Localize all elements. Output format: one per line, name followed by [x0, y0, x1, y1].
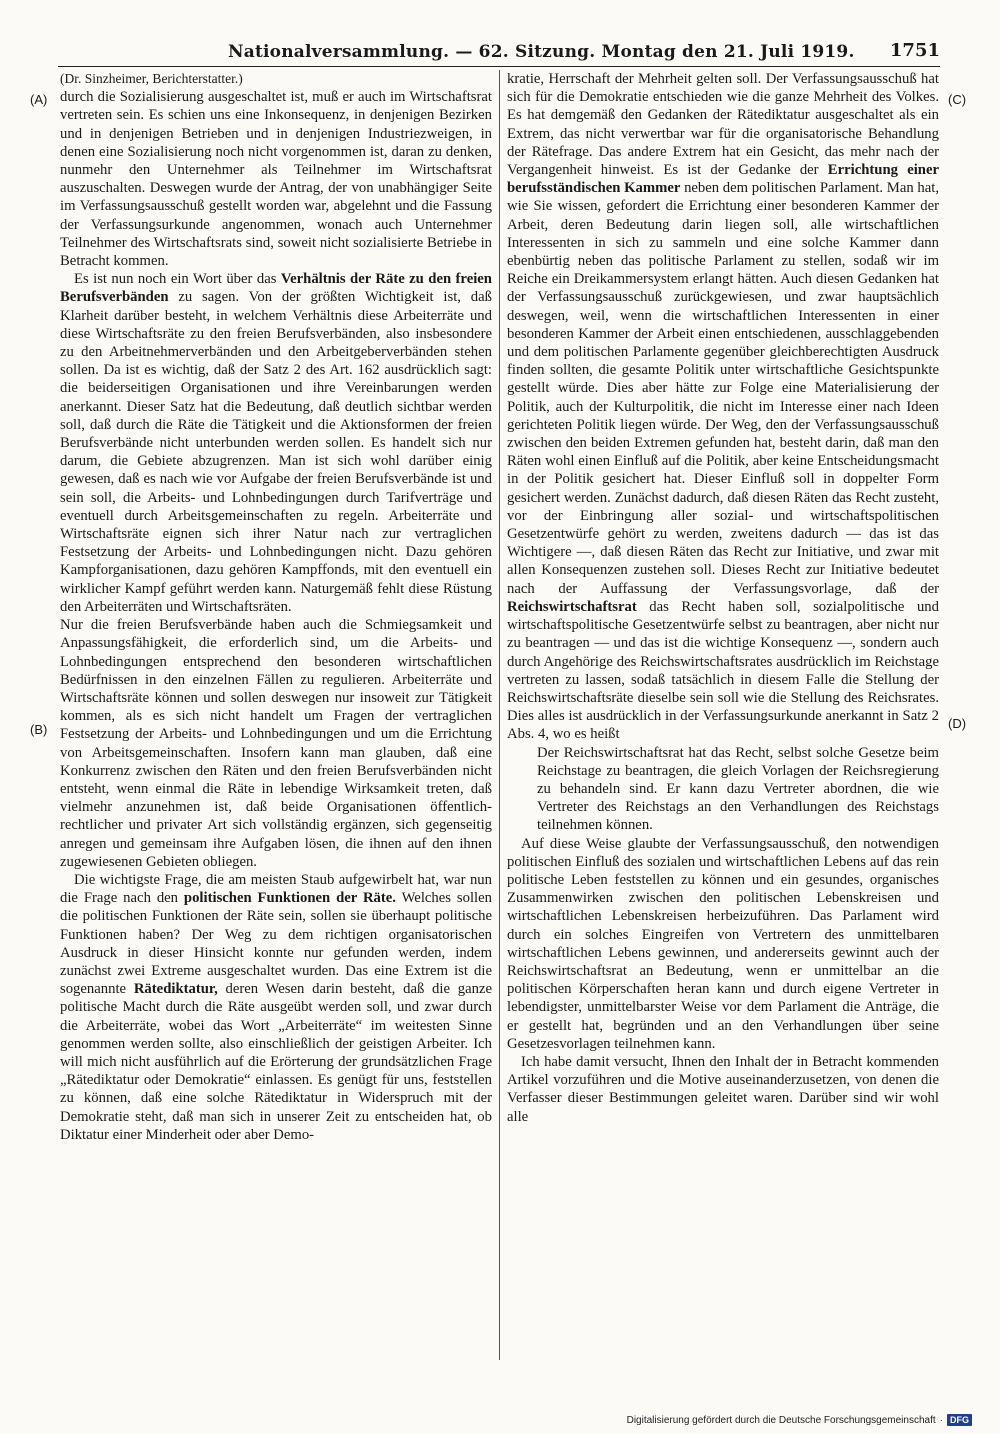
text-run: kratie, Herrschaft der Mehrheit gelten soll. Der Verfassungsausschuß hat sich für die Demokratie entschieden wie die ganze Mehrheit des Volkes. Es hat demgemäß den Gedanken der Rätediktatur ausgeschaltet als ein Extrem, das nicht verwertbar war für die organisatorische Behandlung der Rätefrage. Das andere Extrem hat ein Gesicht, das mehr nach der Vergangenheit hinweist. Es ist der Gedanke der [507, 71, 939, 179]
text-run: Die wichtigste Frage, die am meisten Staub aufgewirbelt hat, war nun die Frage nach den [60, 871, 492, 907]
margin-letter-c: (C) [948, 92, 967, 107]
page-header [58, 40, 940, 67]
bold-phrase: Errichtung einer berufsständischen Kammer [507, 162, 939, 197]
left-paragraph-1: durch die Sozialisierung ausgeschaltet ist, muß er auch im Wirtschaftsrat vertreten sein. Es schien uns eine Inkonsequenz, in denjenigen Bezirken und in denjenigen Betrieben und in denjenigen Industriezweigen, in denen eine Sozialisierung noch nicht vorgenommen ist, daran zu denken, nunmehr den Unternehmer als Teilnehmer im Wirtschaftsrat auszuschalten. Deswegen wurde der Antrag, der von unabhängiger Seite im Verfassungsausschuß gestellt worden war, abgelehnt und die Fassung der Verfassungsurkunde angenommen, wonach auch Unternehmer Teilnehmer des Wirtschaftsrats sind, soweit nicht sozialisierte Betriebe in Betracht kommen. [60, 89, 492, 270]
constitution-quote: Der Reichswirtschaftsrat hat das Recht, selbst solche Gesetze beim Reichstage zu beantragen, die gleich Vorlagen der Reichsregierung zu behandeln sind. Er kann dazu Vertreter abordnen, die wie Vertreter des Reichstags an den Verhandlungen des Reichstags teilnehmen können. [537, 744, 939, 834]
header-title: Nationalversammlung. — 62. Sitzung. Montag den 21. Juli 1919. [228, 42, 855, 62]
left-paragraph-3: Nur die freien Berufsverbände haben auch die Schmiegsamkeit und Anpassungsfähigkeit, die erforderlich sind, um die Arbeits- und Lohnbedingungen entsprechend den besonderen wirtschaftlichen Bedürfnissen in den einzelnen Fällen zu regulieren. Arbeiterräte und Wirtschaftsräte können und sollen deswegen nur insoweit zur Tätigkeit kommen, als es sich nicht handelt um Fragen der vertraglichen Festsetzung der Arbeits- und Lohnbedingungen und um die Errichtung von Arbeitsgemeinschaften. Insofern kann man glauben, daß eine Konkurrenz zwischen den Räten und den freien Berufsverbänden nicht entsteht, wenn einmal die Räte in lebendige Wirksamkeit treten, daß vielmehr anzunehmen ist, daß beide Organisationen öffentlich-rechtlicher und privater Art sich vollständig ergänzen, sich gegenseitig anregen und gemeinsam ihre Aufgaben lösen, die ihnen auf den ihnen zugewiesenen Gebieten obliegen. [60, 617, 492, 870]
dfg-logo-icon: DFG [947, 1414, 972, 1426]
footer-dot: · [939, 1414, 943, 1426]
column-divider [499, 70, 500, 1360]
left-paragraph-4 [60, 871, 492, 1144]
left-paragraph-2 [60, 270, 492, 616]
right-paragraph-1 [507, 70, 939, 744]
right-paragraph-2: Auf diese Weise glaubte der Verfassungsausschuß, den notwendigen politischen Einfluß des sozialen und wirtschaftlichen Lebens auf das rein politische Leben feststellen zu können und ein gesundes, organisches Zusammenwirken zwischen den politischen Lebenskreisen und wirtschaftlichen Lebenskreisen herbeizuführen. Das Parlament wird durch ein solches Eingreifen von Vertretern des unmittelbaren wirtschaftlichen Lebens gewinnen, und andererseits gewinnt auch der Reichswirtschaftsrat an Bedeutung, wenn er unmittelbar an die politischen Körperschaften heran kann und durch eigene Vertreter in lebendigster, unmittelbarster Weise vor dem Parlament die Anträge, die er gestellt hat, begründen und an den Verhandlungen über seine Gesetzesvorlagen teilnehmen kann. [507, 835, 939, 1052]
bold-phrase: Verhältnis der Räte zu den freien Berufsverbänden [60, 271, 492, 306]
text-run: deren Wesen darin besteht, daß die ganze politische Macht durch die Räte ausgeübt werden soll, und zwar durch die Arbeiterräte, wobei das Wort „Arbeiterräte“ im weitesten Sinne genommen werden sollte, also einschließlich der geistigen Arbeiter. Ich will mich nicht ausführlich auf die Erörterung der grundsätzlichen Frage „Rätediktatur oder Demokratie“ einlassen. Es genügt für uns, feststellen zu können, daß eine solche Rätediktatur in Widerspruch mit der Demokratie steht, daß man sich in unserer Zeit zu entscheiden hat, ob Diktatur einer Minderheit oder aber Demo- [60, 981, 492, 1143]
bold-phrase: politischen Funktionen der Räte. [183, 890, 396, 907]
page-number: 1751 [889, 40, 940, 61]
text-run: neben dem politischen Parlament. Man hat, wie Sie wissen, gefordert die Errichtung einer besonderen Kammer der Arbeit, deren Bedeutung darin liegen soll, alle wirtschaftlichen Interessenten in sich zu sammeln und eine solche Kammer dann ebenbürtig neben das politische Parlament zu stellen, sodaß wir im Reiche ein Dreikammersystem erlangt hätten. Auch diesen Gedanken hat der Verfassungsausschuß zurückgewiesen, und zwar hauptsächlich deswegen, weil, wenn die wirtschaftlichen Interessenten in einer besonderen Kammer der Arbeit einen entschiedenen, ausschlaggebenden und dem politischen Parlamente gegenüber gleichberechtigten Ausdruck finden sollten, die gesamte Politik unter wirtschaftliche Gesichtspunkte gestellt würde. Dies aber hätte zur Folge eine Materialisierung der Politik, auch der Kulturpolitik, die nicht im Interesse einer nach Ideen gerichteten Politik liegen würde. Der Weg, den der Verfassungsausschuß zwischen den beiden Extremen gefunden hat, besteht darin, daß man den Räten wohl einen Einfluß auf die Politik, aber keine Entscheidungsmacht in der Politik gesichert hat. Dieser Einfluß soll in doppelter Form gesichert werden. Zunächst dadurch, daß diesen Räten das Recht zusteht, vor der Einbringung aller sozial- und wirtschaftspolitischen Gesetzentwürfe gehört zu werden, zweitens dadurch — das ist das Wichtigere —, daß diesen Räten das Recht zur Initiative, und zwar mit allen Konsequenzen zustehen soll. Dieses Recht zur Initiative bedeutet nach der Auffassung der Verfassungsvorlage, daß der [507, 180, 939, 597]
margin-letter-b: (B) [30, 722, 48, 737]
speaker-attribution: (Dr. Sinzheimer, Berichterstatter.) [60, 71, 243, 86]
bold-phrase: Rätediktatur, [133, 981, 218, 998]
bold-phrase: Reichswirtschaftsrat [507, 598, 637, 615]
left-column [60, 70, 492, 1370]
digitization-footer [627, 1412, 972, 1428]
footer-text: Digitalisierung gefördert durch die Deutsche Forschungsgemeinschaft [626, 1414, 936, 1426]
text-run: Welches sollen die politischen Funktionen der Räte sein, sollen sie überhaupt politische Funktionen haben? Der Weg zu dem richtigen organisatorischen Ausdruck in dieser Hinsicht konnte nur gefunden werden, indem zunächst zwei Extreme ausgeschaltet wurden. Das eine Extrem ist die sogenannte [60, 890, 492, 998]
text-run: zu sagen. Von der größten Wichtigkeit ist, daß Klarheit darüber besteht, in welchem Verhältnis diese Arbeiterräte und diese Wirtschaftsräte zu den freien Berufsverbänden, also insbesondere zu den Arbeitnehmerverbänden und den Arbeitgeberverbänden stehen sollen. Da ist es wichtig, daß der Satz 2 des Art. 162 ausdrücklich sagt: die beiderseitigen Organisationen und ihre Vereinbarungen werden anerkannt. Dieser Satz hat die Bedeutung, daß deutlich sichtbar werden soll, daß durch die Räte die Tätigkeit und die Aktionsformen der freien Berufsverbände nicht unterbunden werden sollen. Es handelt sich nur darum, die Gebiete abzugrenzen. Man ist sich wohl darüber einig gewesen, daß es nach wie vor Aufgabe der freien Berufsverbände ist und sein soll, die Arbeits- und Lohnbedingungen durch Tarifverträge und eventuell durch Arbeitsgemeinschaften zu regeln. Arbeiterräte und Wirtschaftsräte eignen sich ihrer Natur nach zur vertraglichen Festsetzung der Arbeits- und Lohnbedingungen nicht. Dazu gehören Kampforganisationen, dazu gehören Kampffonds, mit den eventuell ein wirklicher Kampf geführt werden kann. Naturgemäß fehlt diese Rüstung den Arbeiterräten und Wirtschaftsräten. [60, 289, 492, 615]
margin-letter-a: (A) [30, 92, 48, 107]
text-run: das Recht haben soll, sozialpolitische und wirtschaftspolitische Gesetzentwürfe selbst zu beantragen, aber nicht nur zu beantragen — und das ist die wichtige Konsequenz —, sondern auch durch Angehörige des Reichswirtschaftsrates ausdrücklich im Reichstage vertreten zu lassen, sodaß tatsächlich in diesem Falle die Stellung der Reichswirtschaftsräte dieselbe sein soll wie die Stellung des Reichsrates. Dies alles ist ausdrücklich in der Verfassungsurkunde anerkannt in Satz 2 Abs. 4, wo es heißt [507, 598, 939, 743]
margin-letter-d: (D) [948, 716, 967, 731]
text-run: Es ist nun noch ein Wort über das [74, 271, 281, 288]
right-paragraph-3: Ich habe damit versucht, Ihnen den Inhalt der in Betracht kommenden Artikel vorzuführen und die Motive auseinanderzusetzen, von denen die Verfasser dieser Bestimmungen geleitet waren. Darüber sind wir wohl alle [507, 1053, 939, 1125]
right-column [507, 70, 939, 1370]
